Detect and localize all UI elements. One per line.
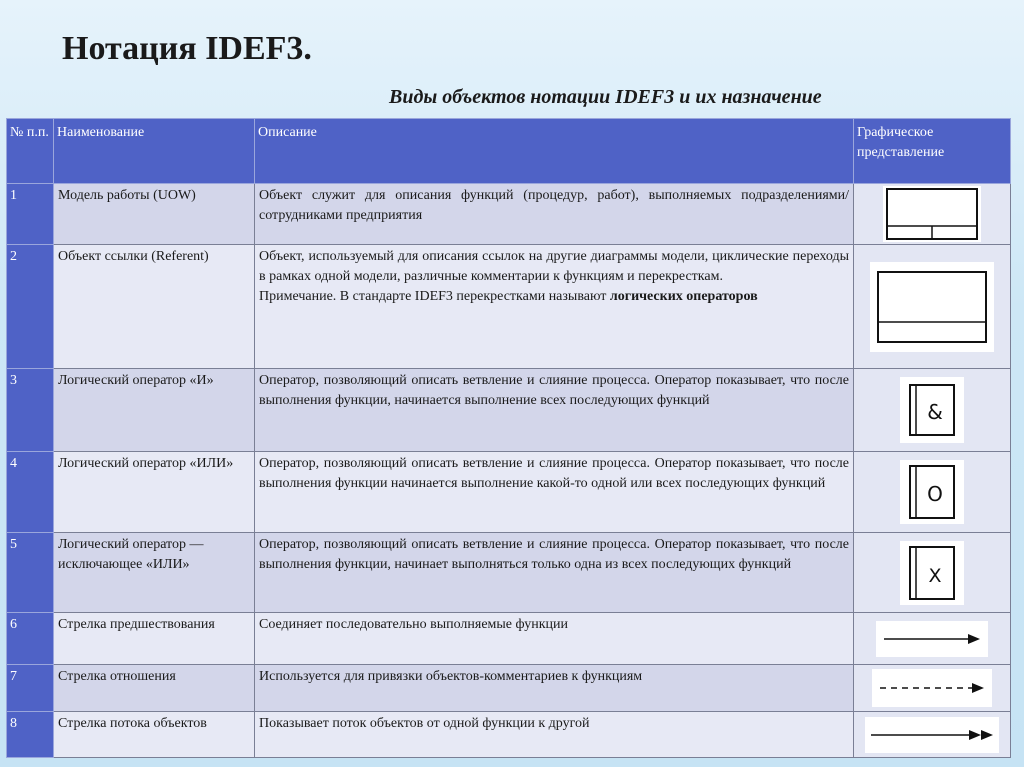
row-num: 5 [7,533,54,613]
row-graphic [854,665,1011,712]
row-desc-text: Объект, используемый для описания ссылок на другие диаграммы модели, циклические переходы в рамках одной модели, различные комментарии к функциям и перекресткам. [259,249,849,284]
precedence-arrow-icon [876,621,988,657]
junction-symbol: & [927,400,943,424]
row-num: 1 [7,184,54,245]
idef3-objects-table [6,118,1011,758]
row-desc: Объект служит для описания функций (процедур, работ), выполняемых подразделениями/ сотрудниками предприятия [255,184,854,245]
row-num: 7 [7,665,54,712]
row-name: Стрелка предшествования [54,613,255,665]
table-caption: Виды объектов нотации IDEF3 и их назначение [389,86,822,108]
referent-box-icon [870,262,994,352]
table-row [7,369,1011,452]
row-name: Стрелка отношения [54,665,255,712]
row-name: Объект ссылки (Referent) [54,245,255,369]
row-graphic [854,184,1011,245]
row-num: 3 [7,369,54,452]
row-name: Логический оператор «ИЛИ» [54,452,255,533]
row-num: 6 [7,613,54,665]
row-desc: Показывает поток объектов от одной функции к другой [255,712,854,758]
page-title: Нотация IDEF3. [62,30,312,67]
table-row [7,184,1011,245]
and-junction-icon [900,377,964,443]
table-row [7,712,1011,758]
or-junction-icon [900,460,964,524]
row-graphic [854,369,1011,452]
row-num: 2 [7,245,54,369]
row-note-bold: логических операторов [609,289,758,304]
row-num: 4 [7,452,54,533]
row-name: Модель работы (UOW) [54,184,255,245]
unit-of-work-box-icon [883,186,981,242]
junction-symbol: X [928,564,942,587]
header-gfx: Графическое представление [854,119,1011,184]
row-graphic [854,245,1011,369]
row-graphic [854,452,1011,533]
table-row [7,665,1011,712]
table-header-row [7,119,1011,184]
row-name: Логический оператор — исключающее «ИЛИ» [54,533,255,613]
xor-junction-icon [900,541,964,605]
row-desc: Соединяет последовательно выполняемые функции [255,613,854,665]
row-desc: Оператор, позволяющий описать ветвление и слияние процесса. Оператор показывает, что после выполнения функции, начинает выполняться только одна из всех последующих функций [255,533,854,613]
row-desc [255,245,854,369]
row-desc: Используется для привязки объектов-комментариев к функциям [255,665,854,712]
header-num: № п.п. [7,119,54,184]
row-graphic [854,533,1011,613]
header-desc: Описание [255,119,854,184]
table-row [7,452,1011,533]
header-name: Наименование [54,119,255,184]
row-name: Стрелка потока объектов [54,712,255,758]
table-row [7,533,1011,613]
relation-arrow-icon [872,669,992,707]
row-graphic [854,712,1011,758]
object-flow-arrow-icon [865,717,999,753]
junction-symbol: O [927,482,943,506]
row-name: Логический оператор «И» [54,369,255,452]
table-row [7,245,1011,369]
table-row [7,613,1011,665]
row-desc: Оператор, позволяющий описать ветвление и слияние процесса. Оператор показывает, что после выполнения функции, начинается выполнение всех последующих функций [255,369,854,452]
row-desc: Оператор, позволяющий описать ветвление и слияние процесса. Оператор показывает, что после выполнения функции начинается выполнение какой-то одной или всех последующих функций [255,452,854,533]
row-num: 8 [7,712,54,758]
row-note: Примечание. В стандарте IDEF3 перекрестками называют [259,289,607,304]
row-graphic [854,613,1011,665]
